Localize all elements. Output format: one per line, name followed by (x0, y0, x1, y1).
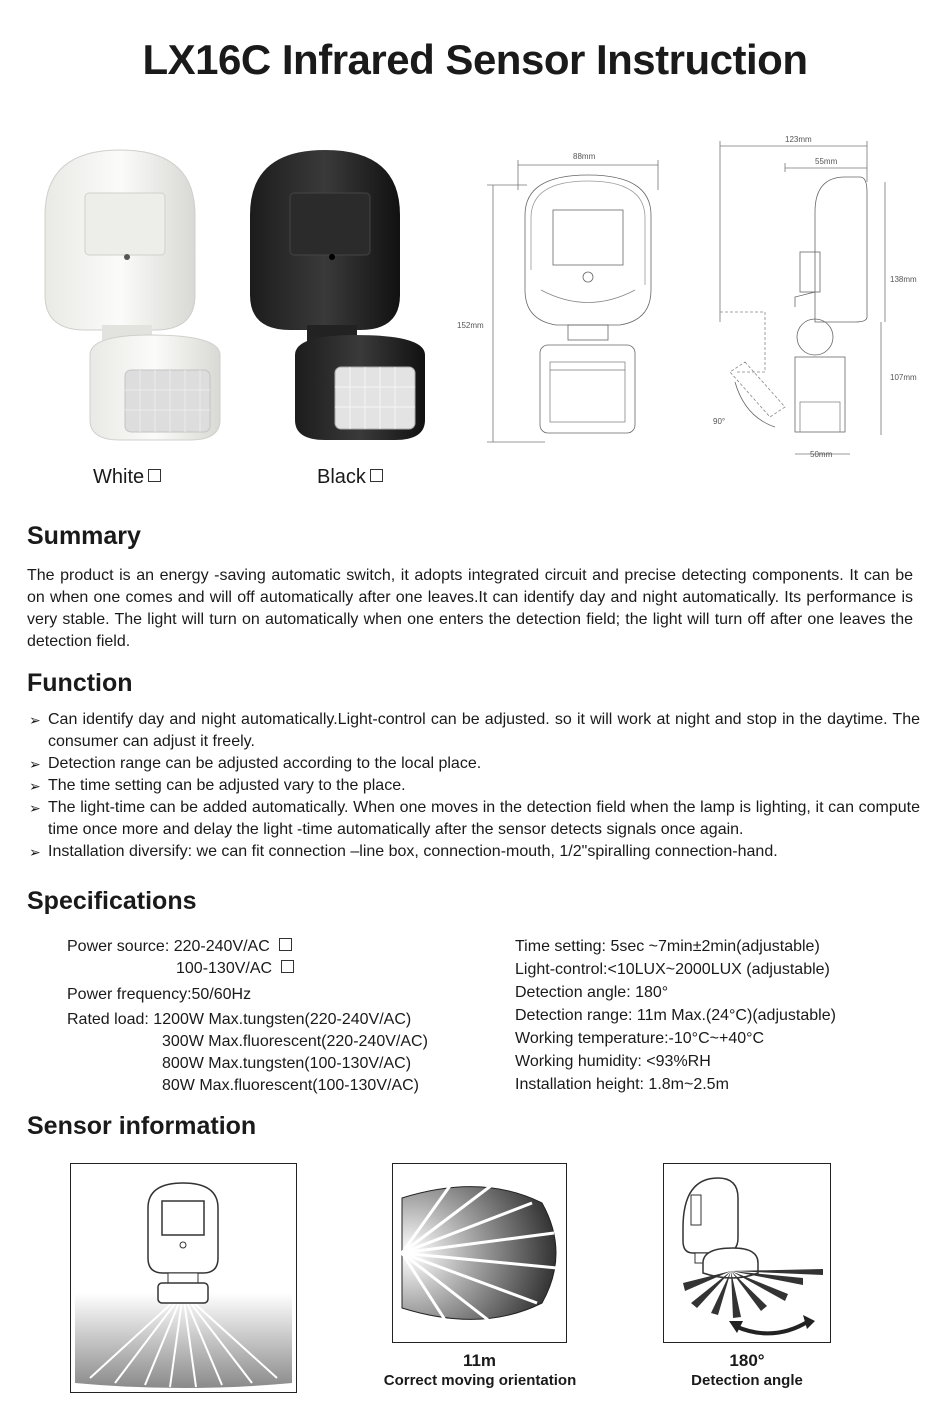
height-body-dimension: 138mm (890, 275, 917, 284)
angle-label: Detection angle (691, 1372, 803, 1389)
rotation-angle: 90° (713, 417, 726, 426)
sensor-information-heading: Sensor information (27, 1112, 257, 1140)
black-option[interactable] (317, 466, 383, 489)
working-humidity: Working humidity: <93%RH (515, 1053, 711, 1070)
range-fan-illustration (392, 1163, 567, 1343)
function-heading: Function (27, 669, 133, 697)
white-option[interactable] (93, 466, 161, 489)
page-title: LX16C Infrared Sensor Instruction (142, 36, 808, 83)
height-sensor-dimension: 107mm (890, 373, 917, 382)
black-checkbox[interactable] (370, 469, 383, 482)
white-checkbox[interactable] (148, 469, 161, 482)
function-list (27, 709, 920, 863)
depth-total-dimension: 123mm (785, 135, 812, 144)
power-220-checkbox[interactable] (279, 938, 292, 951)
power-frequency: Power frequency:50/60Hz (67, 986, 252, 1003)
time-setting: Time setting: 5sec ~7min±2min(adjustable) (515, 938, 820, 955)
white-option-label: White (93, 466, 145, 488)
white-sensor-photo (30, 145, 230, 445)
power-source-row: Power source: 220-240V/AC (67, 935, 292, 958)
rated-load-row: Rated load: 1200W Max.tungsten(220-240V/AC) (67, 1011, 412, 1028)
summary-text: The product is an energy -saving automatic switch, it adopts integrated circuit and precise detecting components. It can be on when one comes and will off automatically after one leaves.It can identify day and night automatically. Its performance is very stable. The light will turn on automatically when one enters the detection field; the light will turn off after one leaves the detection field. (27, 567, 913, 650)
light-control: Light-control:<10LUX~2000LUX (adjustable) (515, 961, 830, 978)
detection-angle: Detection angle: 180° (515, 984, 669, 1001)
range-label: Correct moving orientation (383, 1372, 577, 1389)
angle-value: 180° (729, 1351, 765, 1370)
detection-angle-illustration (663, 1163, 831, 1343)
detection-range: Detection range: 11m Max.(24°C)(adjustable) (515, 1007, 836, 1024)
rated-load-4: 80W Max.fluorescent(100-130V/AC) (162, 1077, 419, 1094)
black-option-label: Black (317, 466, 366, 488)
sensor-detection-field-illustration (70, 1163, 297, 1393)
power-100-checkbox[interactable] (281, 960, 294, 973)
power-source-row-2: 100-130V/AC (176, 957, 294, 980)
side-dimension-drawing (705, 132, 930, 462)
function-item: ➢ Installation diversify: we can fit connection –line box, connection-mouth, 1/2"spiralling connection-hand. (29, 843, 778, 860)
specifications-heading: Specifications (27, 887, 197, 915)
spec-right-column (515, 935, 836, 1096)
width-dimension: 88mm (573, 152, 596, 161)
range-value: 11m (462, 1351, 497, 1370)
installation-height: Installation height: 1.8m~2.5m (515, 1076, 729, 1093)
base-width-dimension: 50mm (810, 450, 833, 459)
height-dimension: 152mm (457, 321, 484, 330)
function-item: ➢ The light-time can be added automatically. When one moves in the detection field when the lamp is lighting, it can compute time once more and delay the light -time automatically after the sensor detects signals once again. (29, 799, 920, 838)
rated-load-2: 300W Max.fluorescent(220-240V/AC) (162, 1033, 428, 1050)
working-temperature: Working temperature:-10°C~+40°C (515, 1030, 765, 1047)
depth-body-dimension: 55mm (815, 157, 838, 166)
rated-load-3: 800W Max.tungsten(100-130V/AC) (162, 1055, 412, 1072)
summary-heading: Summary (27, 522, 141, 550)
function-item: ➢ Detection range can be adjusted according to the local place. (29, 755, 482, 772)
function-item: ➢ The time setting can be adjusted vary to the place. (29, 777, 406, 794)
front-dimension-drawing (445, 140, 680, 450)
black-sensor-photo (240, 145, 440, 445)
function-item: ➢ Can identify day and night automatically.Light-control can be adjusted. so it will work at night and stop in the daytime. The consumer can adjust it freely. (29, 711, 920, 750)
